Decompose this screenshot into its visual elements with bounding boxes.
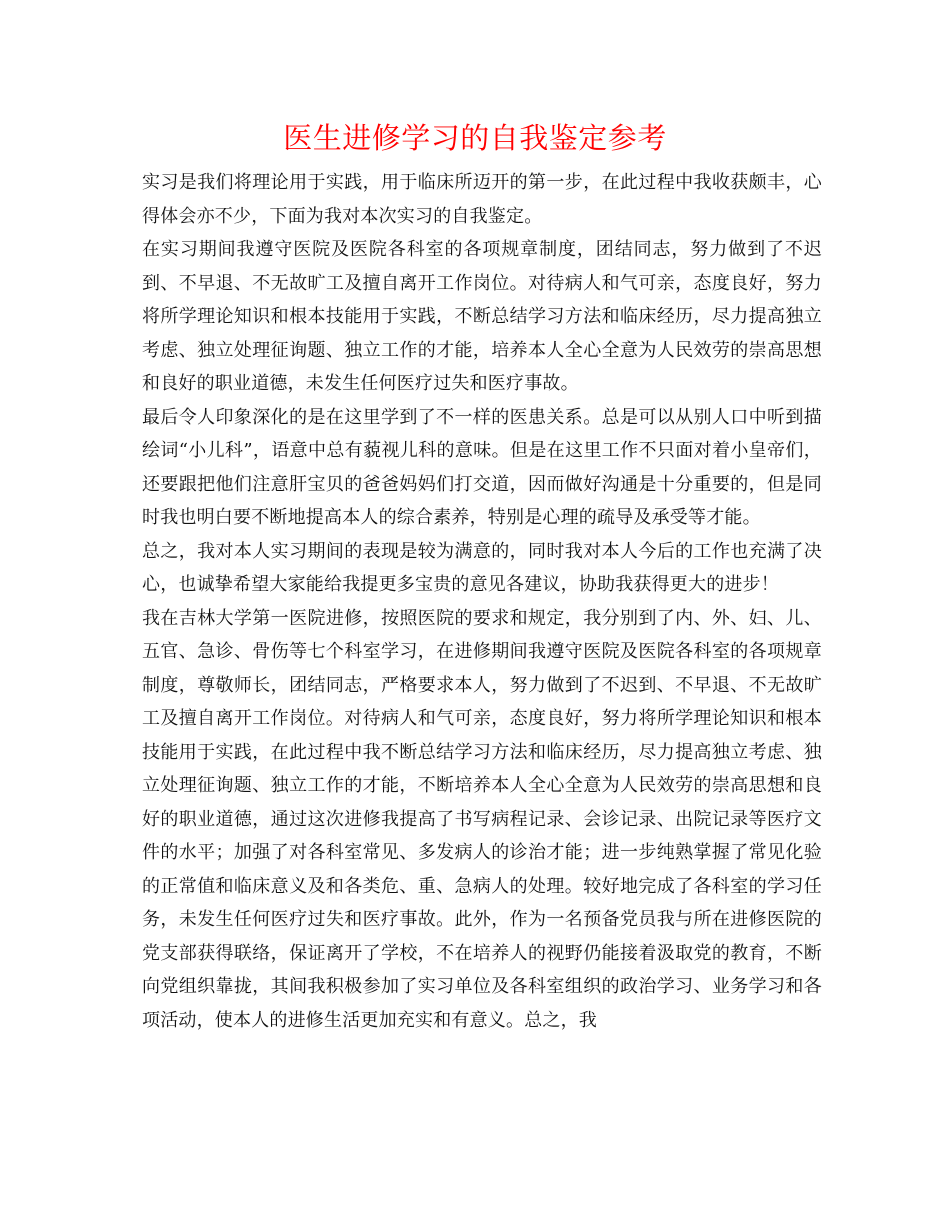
document-title: 医生进修学习的自我鉴定参考 — [283, 121, 667, 155]
paragraph-jilin-training: 我在吉林大学第一医院进修，按照医院的要求和规定，我分别到了内、外、妇、儿、五官、急诊、骨伤等七个科室学习，在进修期间我遵守医院及医院各科室的各项规章制度，尊敬师长，团结同志，严格要求本人，努力做到了不迟到、不早退、不无故旷工及擅自离开工作岗位。对待病人和气可亲，态度良好，努力将所学理论知识和根本技能用于实践，在此过程中我不断总结学习方法和临床经历，尽力提高独立考虑、独立处理征询题、独立工作的才能，不断培养本人全心全意为人民效劳的崇高思想和良好的职业道德，通过这次进修我提高了书写病程记录、会诊记录、出院记录等医疗文件的水平；加强了对各科室常见、多发病人的诊治才能；进一步纯熟掌握了常见化验的正常值和临床意义及和各类危、重、急病人的处理。较好地完成了各科室的学习任务，未发生任何医疗过失和医疗事故。此外，作为一名预备党员我与所在进修医院的党支部获得联络，保证离开了学校，不在培养人的视野仍能接着汲取党的教育，不断向党组织靠拢，其间我积极参加了实习单位及各科室组织的政治学习、业务学习和各项活动，使本人的进修生活更加充实和有意义。总之，我 — [142, 607, 822, 1031]
paragraph-intro: 实习是我们将理论用于实践，用于临床所迈开的第一步，在此过程中我收获颇丰，心得体会亦不少，下面为我对本次实习的自我鉴定。 — [142, 172, 822, 227]
document-body — [142, 166, 822, 1037]
paragraph-doctor-patient-relations: 最后令人印象深化的是在这里学到了不一样的医患关系。总是可以从别人口中听到描绘词“小儿科”，语意中总有藐视儿科的意味。但是在这里工作不只面对着小皇帝们，还要跟把他们注意肝宝贝的爸爸妈妈们打交道，因而做好沟通是十分重要的，但是同时我也明白要不断地提高本人的综合素养，特别是心理的疏导及承受等才能。 — [142, 406, 822, 528]
paragraph-summary: 总之，我对本人实习期间的表现是较为满意的，同时我对本人今后的工作也充满了决心，也诚挚希望大家能给我提更多宝贵的意见各建议，协助我获得更大的进步！ — [142, 540, 822, 595]
paragraph-internship-conduct: 在实习期间我遵守医院及医院各科室的各项规章制度，团结同志，努力做到了不迟到、不早退、不无故旷工及擅自离开工作岗位。对待病人和气可亲，态度良好，努力将所学理论知识和根本技能用于实践，不断总结学习方法和临床经历，尽力提高独立考虑、独立处理征询题、独立工作的才能，培养本人全心全意为人民效劳的崇高思想和良好的职业道德，未发生任何医疗过失和医疗事故。 — [142, 239, 822, 394]
